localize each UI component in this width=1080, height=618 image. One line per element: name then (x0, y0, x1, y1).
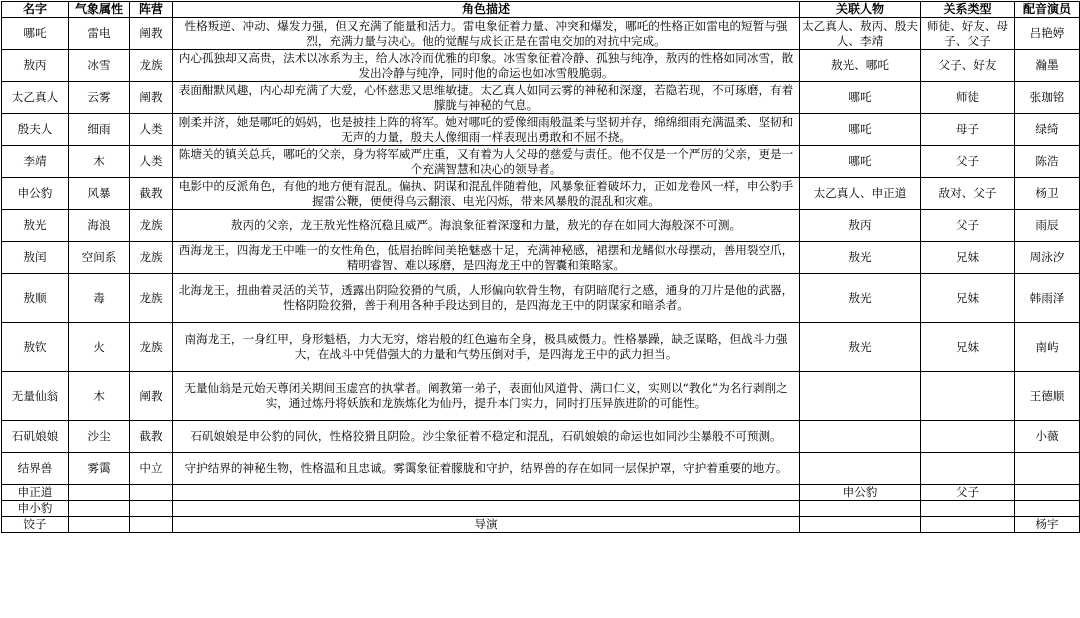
cell-voice: 南屿 (1015, 323, 1080, 372)
cell-related (800, 501, 921, 517)
table-row (2, 323, 1080, 372)
cell-name: 太乙真人 (2, 82, 69, 114)
cell-voice: 瀚墨 (1015, 50, 1080, 82)
header-relation: 关系类型 (921, 2, 1015, 18)
cell-attr: 雷电 (69, 18, 130, 50)
cell-voice: 陈浩 (1015, 146, 1080, 178)
cell-attr (69, 517, 130, 533)
cell-relation: 母子 (921, 114, 1015, 146)
cell-attr (69, 501, 130, 517)
table-row (2, 501, 1080, 517)
header-attr: 气象属性 (69, 2, 130, 18)
header-faction: 阵营 (130, 2, 173, 18)
cell-related: 申公豹 (800, 485, 921, 501)
table-row (2, 372, 1080, 421)
cell-faction: 龙族 (130, 210, 173, 242)
cell-desc: 守护结界的神秘生物，性格温和且忠诚。雾霭象征着朦胧和守护，结界兽的存在如同一层保护罩，守护着重要的地方。 (173, 453, 800, 485)
cell-relation (921, 517, 1015, 533)
cell-desc: 刚柔并济，她是哪吒的妈妈，也是披挂上阵的将军。她对哪吒的爱像细雨般温柔与坚韧并存，绵绵细雨充满温柔、坚韧和无声的力量，殷夫人像细雨一样表现出勇敢和不屈不挠。 (173, 114, 800, 146)
cell-faction: 截教 (130, 421, 173, 453)
cell-attr: 沙尘 (69, 421, 130, 453)
cell-related (800, 372, 921, 421)
cell-name: 敖顺 (2, 274, 69, 323)
cell-attr (69, 485, 130, 501)
cell-attr: 冰雪 (69, 50, 130, 82)
cell-desc (173, 485, 800, 501)
cell-voice: 杨宇 (1015, 517, 1080, 533)
table-row (2, 178, 1080, 210)
cell-voice: 雨辰 (1015, 210, 1080, 242)
cell-attr: 雾霭 (69, 453, 130, 485)
cell-faction: 中立 (130, 453, 173, 485)
cell-desc: 内心孤独却又高贵，法术以冰系为主，给人冰冷而优雅的印象。冰雪象征着冷静、孤独与纯净，敖丙的性格如同冰雪，散发出冷静与纯净，同时他的命运也如冰雪般脆弱。 (173, 50, 800, 82)
cell-relation: 父子、好友 (921, 50, 1015, 82)
cell-voice: 韩雨泽 (1015, 274, 1080, 323)
cell-attr: 木 (69, 146, 130, 178)
table-row (2, 453, 1080, 485)
cell-related (800, 421, 921, 453)
cell-voice: 王德顺 (1015, 372, 1080, 421)
table-row (2, 18, 1080, 50)
cell-name: 无量仙翁 (2, 372, 69, 421)
cell-name: 申公豹 (2, 178, 69, 210)
cell-name: 申正道 (2, 485, 69, 501)
cell-related: 敖光 (800, 323, 921, 372)
cell-attr: 火 (69, 323, 130, 372)
cell-faction: 截教 (130, 178, 173, 210)
cell-desc: 石矶娘娘是申公豹的同伙，性格狡猾且阴险。沙尘象征着不稳定和混乱，石矶娘娘的命运也如同沙尘暴般不可预测。 (173, 421, 800, 453)
cell-name: 石矶娘娘 (2, 421, 69, 453)
table-row (2, 146, 1080, 178)
cell-attr: 风暴 (69, 178, 130, 210)
cell-attr: 木 (69, 372, 130, 421)
cell-relation: 父子 (921, 210, 1015, 242)
cell-name: 申小豹 (2, 501, 69, 517)
cell-related: 哪吒 (800, 114, 921, 146)
cell-voice (1015, 501, 1080, 517)
cell-desc: 北海龙王，扭曲着灵活的关节，透露出阴险狡猾的气质，人形偏向软骨生物，有阴暗爬行之感，通身的刀片是他的武器，性格阴险狡猾，善于利用各种手段达到目的，是四海龙王中的阴谋家和暗杀者。 (173, 274, 800, 323)
cell-faction: 阐教 (130, 18, 173, 50)
cell-faction: 龙族 (130, 50, 173, 82)
table-row (2, 50, 1080, 82)
cell-attr: 云雾 (69, 82, 130, 114)
cell-name: 殷夫人 (2, 114, 69, 146)
cell-related (800, 453, 921, 485)
cell-desc: 西海龙王，四海龙王中唯一的女性角色，低眉抬眸间美艳魅惑十足，充满神秘感，裙摆和龙鳍似水母摆动，善用裂空爪，精明睿智、难以琢磨，是四海龙王中的智囊和策略家。 (173, 242, 800, 274)
cell-name: 结界兽 (2, 453, 69, 485)
header-row (2, 2, 1080, 18)
cell-faction: 阐教 (130, 82, 173, 114)
header-related: 关联人物 (800, 2, 921, 18)
cell-faction (130, 485, 173, 501)
cell-relation: 父子 (921, 485, 1015, 501)
cell-relation: 师徒 (921, 82, 1015, 114)
cell-faction: 龙族 (130, 242, 173, 274)
table-row (2, 82, 1080, 114)
cell-desc: 无量仙翁是元始天尊闭关期间玉虚宫的执掌者。阐教第一弟子，表面仙风道骨、满口仁义，实则以“教化”为名行剥削之实，通过炼丹将妖族和龙族炼化为仙丹，提升本门实力，同时打压异族进阶的可能性。 (173, 372, 800, 421)
table-row (2, 485, 1080, 501)
cell-related: 太乙真人、敖丙、殷夫人、李靖 (800, 18, 921, 50)
cell-related: 敖光、哪吒 (800, 50, 921, 82)
cell-desc: 敖丙的父亲，龙王敖光性格沉稳且威严。海浪象征着深邃和力量，敖光的存在如同大海般深不可测。 (173, 210, 800, 242)
cell-relation: 师徒、好友、母子、父子 (921, 18, 1015, 50)
cell-desc (173, 501, 800, 517)
cell-relation: 兄妹 (921, 323, 1015, 372)
header-desc: 角色描述 (173, 2, 800, 18)
header-voice: 配音演员 (1015, 2, 1080, 18)
cell-name: 敖钦 (2, 323, 69, 372)
cell-relation: 兄妹 (921, 242, 1015, 274)
cell-related: 哪吒 (800, 82, 921, 114)
cell-relation: 敌对、父子 (921, 178, 1015, 210)
cell-voice: 周泳汐 (1015, 242, 1080, 274)
cell-desc: 表面酣默风趣，内心却充满了大爱，心怀慈悲又思维敏捷。太乙真人如同云雾的神秘和深邃，若隐若现，不可琢磨，有着朦胧与神秘的气息。 (173, 82, 800, 114)
cell-voice (1015, 485, 1080, 501)
table-row (2, 517, 1080, 533)
cell-desc: 性格叛逆、冲动、爆发力强，但又充满了能量和活力。雷电象征着力量、冲突和爆发，哪吒的性格正如雷电的短暂与强烈，充满力量与决心。他的觉醒与成长正是在雷电交加的对抗中完成。 (173, 18, 800, 50)
cell-relation: 父子 (921, 146, 1015, 178)
cell-relation (921, 453, 1015, 485)
cell-desc: 导演 (173, 517, 800, 533)
cell-desc: 陈塘关的镇关总兵，哪吒的父亲，身为将军威严庄重，又有着为人父母的慈爱与责任。他不仅是一个严厉的父亲，更是一个充满智慧和决心的领导者。 (173, 146, 800, 178)
cell-relation (921, 421, 1015, 453)
cell-voice: 小薇 (1015, 421, 1080, 453)
cell-name: 敖闰 (2, 242, 69, 274)
cell-voice (1015, 453, 1080, 485)
table-row (2, 210, 1080, 242)
cell-name: 哪吒 (2, 18, 69, 50)
cell-desc: 南海龙王，一身红甲，身形魁梧，力大无穷，熔岩般的红色遍布全身，极具威慑力。性格暴躁，缺乏谋略，但战斗力强大，在战斗中凭借强大的力量和气势压倒对手，是四海龙王中的武力担当。 (173, 323, 800, 372)
cell-faction: 人类 (130, 146, 173, 178)
cell-name: 李靖 (2, 146, 69, 178)
cell-faction: 龙族 (130, 274, 173, 323)
cell-voice: 杨卫 (1015, 178, 1080, 210)
table-row (2, 421, 1080, 453)
cell-attr: 毒 (69, 274, 130, 323)
cell-name: 敖丙 (2, 50, 69, 82)
character-table (1, 1, 1080, 533)
cell-faction (130, 501, 173, 517)
cell-attr: 海浪 (69, 210, 130, 242)
table-row (2, 274, 1080, 323)
cell-name: 饺子 (2, 517, 69, 533)
cell-voice: 绿绮 (1015, 114, 1080, 146)
cell-faction (130, 517, 173, 533)
cell-relation (921, 501, 1015, 517)
cell-voice: 吕艳婷 (1015, 18, 1080, 50)
cell-faction: 阐教 (130, 372, 173, 421)
cell-related: 敖光 (800, 242, 921, 274)
table-row (2, 114, 1080, 146)
cell-related: 敖丙 (800, 210, 921, 242)
cell-desc: 电影中的反派角色，有他的地方便有混乱。偏执、阴谋和混乱伴随着他，风暴象征着破坏力，正如龙卷风一样，申公豹手握雷公鞭，便便得乌云翻滚、电光闪烁，带来风暴般的混乱和灾难。 (173, 178, 800, 210)
cell-relation: 兄妹 (921, 274, 1015, 323)
cell-voice: 张珈铭 (1015, 82, 1080, 114)
cell-name: 敖光 (2, 210, 69, 242)
header-name: 名字 (2, 2, 69, 18)
cell-related: 敖光 (800, 274, 921, 323)
cell-related: 哪吒 (800, 146, 921, 178)
cell-related: 太乙真人、申正道 (800, 178, 921, 210)
table-row (2, 242, 1080, 274)
cell-faction: 人类 (130, 114, 173, 146)
cell-attr: 细雨 (69, 114, 130, 146)
cell-relation (921, 372, 1015, 421)
cell-related (800, 517, 921, 533)
cell-faction: 龙族 (130, 323, 173, 372)
cell-attr: 空间系 (69, 242, 130, 274)
